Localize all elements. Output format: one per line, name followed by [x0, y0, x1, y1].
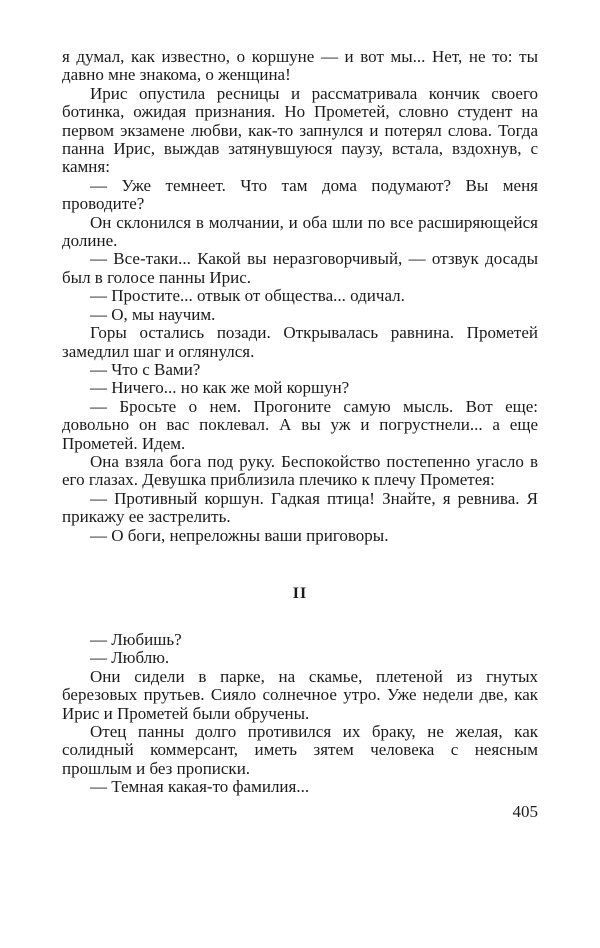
paragraph: — О, мы научим. — [90, 304, 216, 324]
paragraph: Она взяла бога под руку. Беспокойство постепенно угасло в его глазах. Девушка приблизила плечико к плечу Прометея: — [62, 451, 538, 490]
paragraph: — Бросьте о нем. Прогоните самую мысль. Вот еще: довольно он вас поклевал. А вы уж и погрустнели... а еще Прометей. Идем. — [62, 396, 538, 453]
paragraph: Он склонился в молчании, и оба шли по все расширяющейся долине. — [62, 212, 538, 251]
paragraph: — Уже темнеет. Что там дома подумают? Вы меня проводите? — [62, 175, 538, 214]
paragraph: Горы остались позади. Открывалась равнина. Прометей замедлил шаг и оглянулся. — [62, 323, 538, 361]
text-block-after-heading — [62, 631, 538, 797]
paragraph: Отец панны долго противился их браку, не желая, как солидный коммерсант, иметь зятем человека с неясным прошлым и без прописки. — [62, 722, 538, 778]
paragraph: — Любишь? — [90, 629, 182, 649]
paragraph: — Люблю. — [90, 648, 170, 668]
section-heading: II — [292, 584, 308, 602]
paragraph: — Все-таки... Какой вы неразговорчивый, — отзвук досады был в голосе панны Ирис. — [62, 249, 538, 287]
text-block-before-heading — [62, 48, 538, 545]
paragraph: Они сидели в парке, на скамье, плетеной из гнутых березовых прутьев. Сияло солнечное утро. Уже недели две, как Ирис и Прометей были обручены. — [62, 666, 538, 723]
paragraph: Ирис опустила ресницы и рассматривала кончик своего ботинка, ожидая признания. Но Прометей, словно студент на первом экзамене любви, как-то запнулся и потерял слова. Тогда панна Ирис, выждав затянувшуюся паузу, встала, вздохнув, с камня: — [62, 83, 538, 177]
paragraph: я думал, как известно, о коршуне — и вот мы... Нет, не то: ты давно мне знакома, о женщина! — [62, 47, 538, 85]
page-number: 405 — [512, 802, 538, 821]
paragraph: — Противный коршун. Гадкая птица! Знайте, я ревнива. Я прикажу ее застрелить. — [62, 488, 538, 527]
paragraph: — Что с Вами? — [90, 359, 201, 379]
paragraph: — Простите... отвык от общества... одичал. — [90, 286, 405, 306]
paragraph: — Ничего... но как же мой коршун? — [90, 378, 350, 398]
paragraph: — Темная какая-то фамилия... — [90, 777, 310, 797]
paragraph: — О боги, непреложны ваши приговоры. — [90, 525, 389, 545]
